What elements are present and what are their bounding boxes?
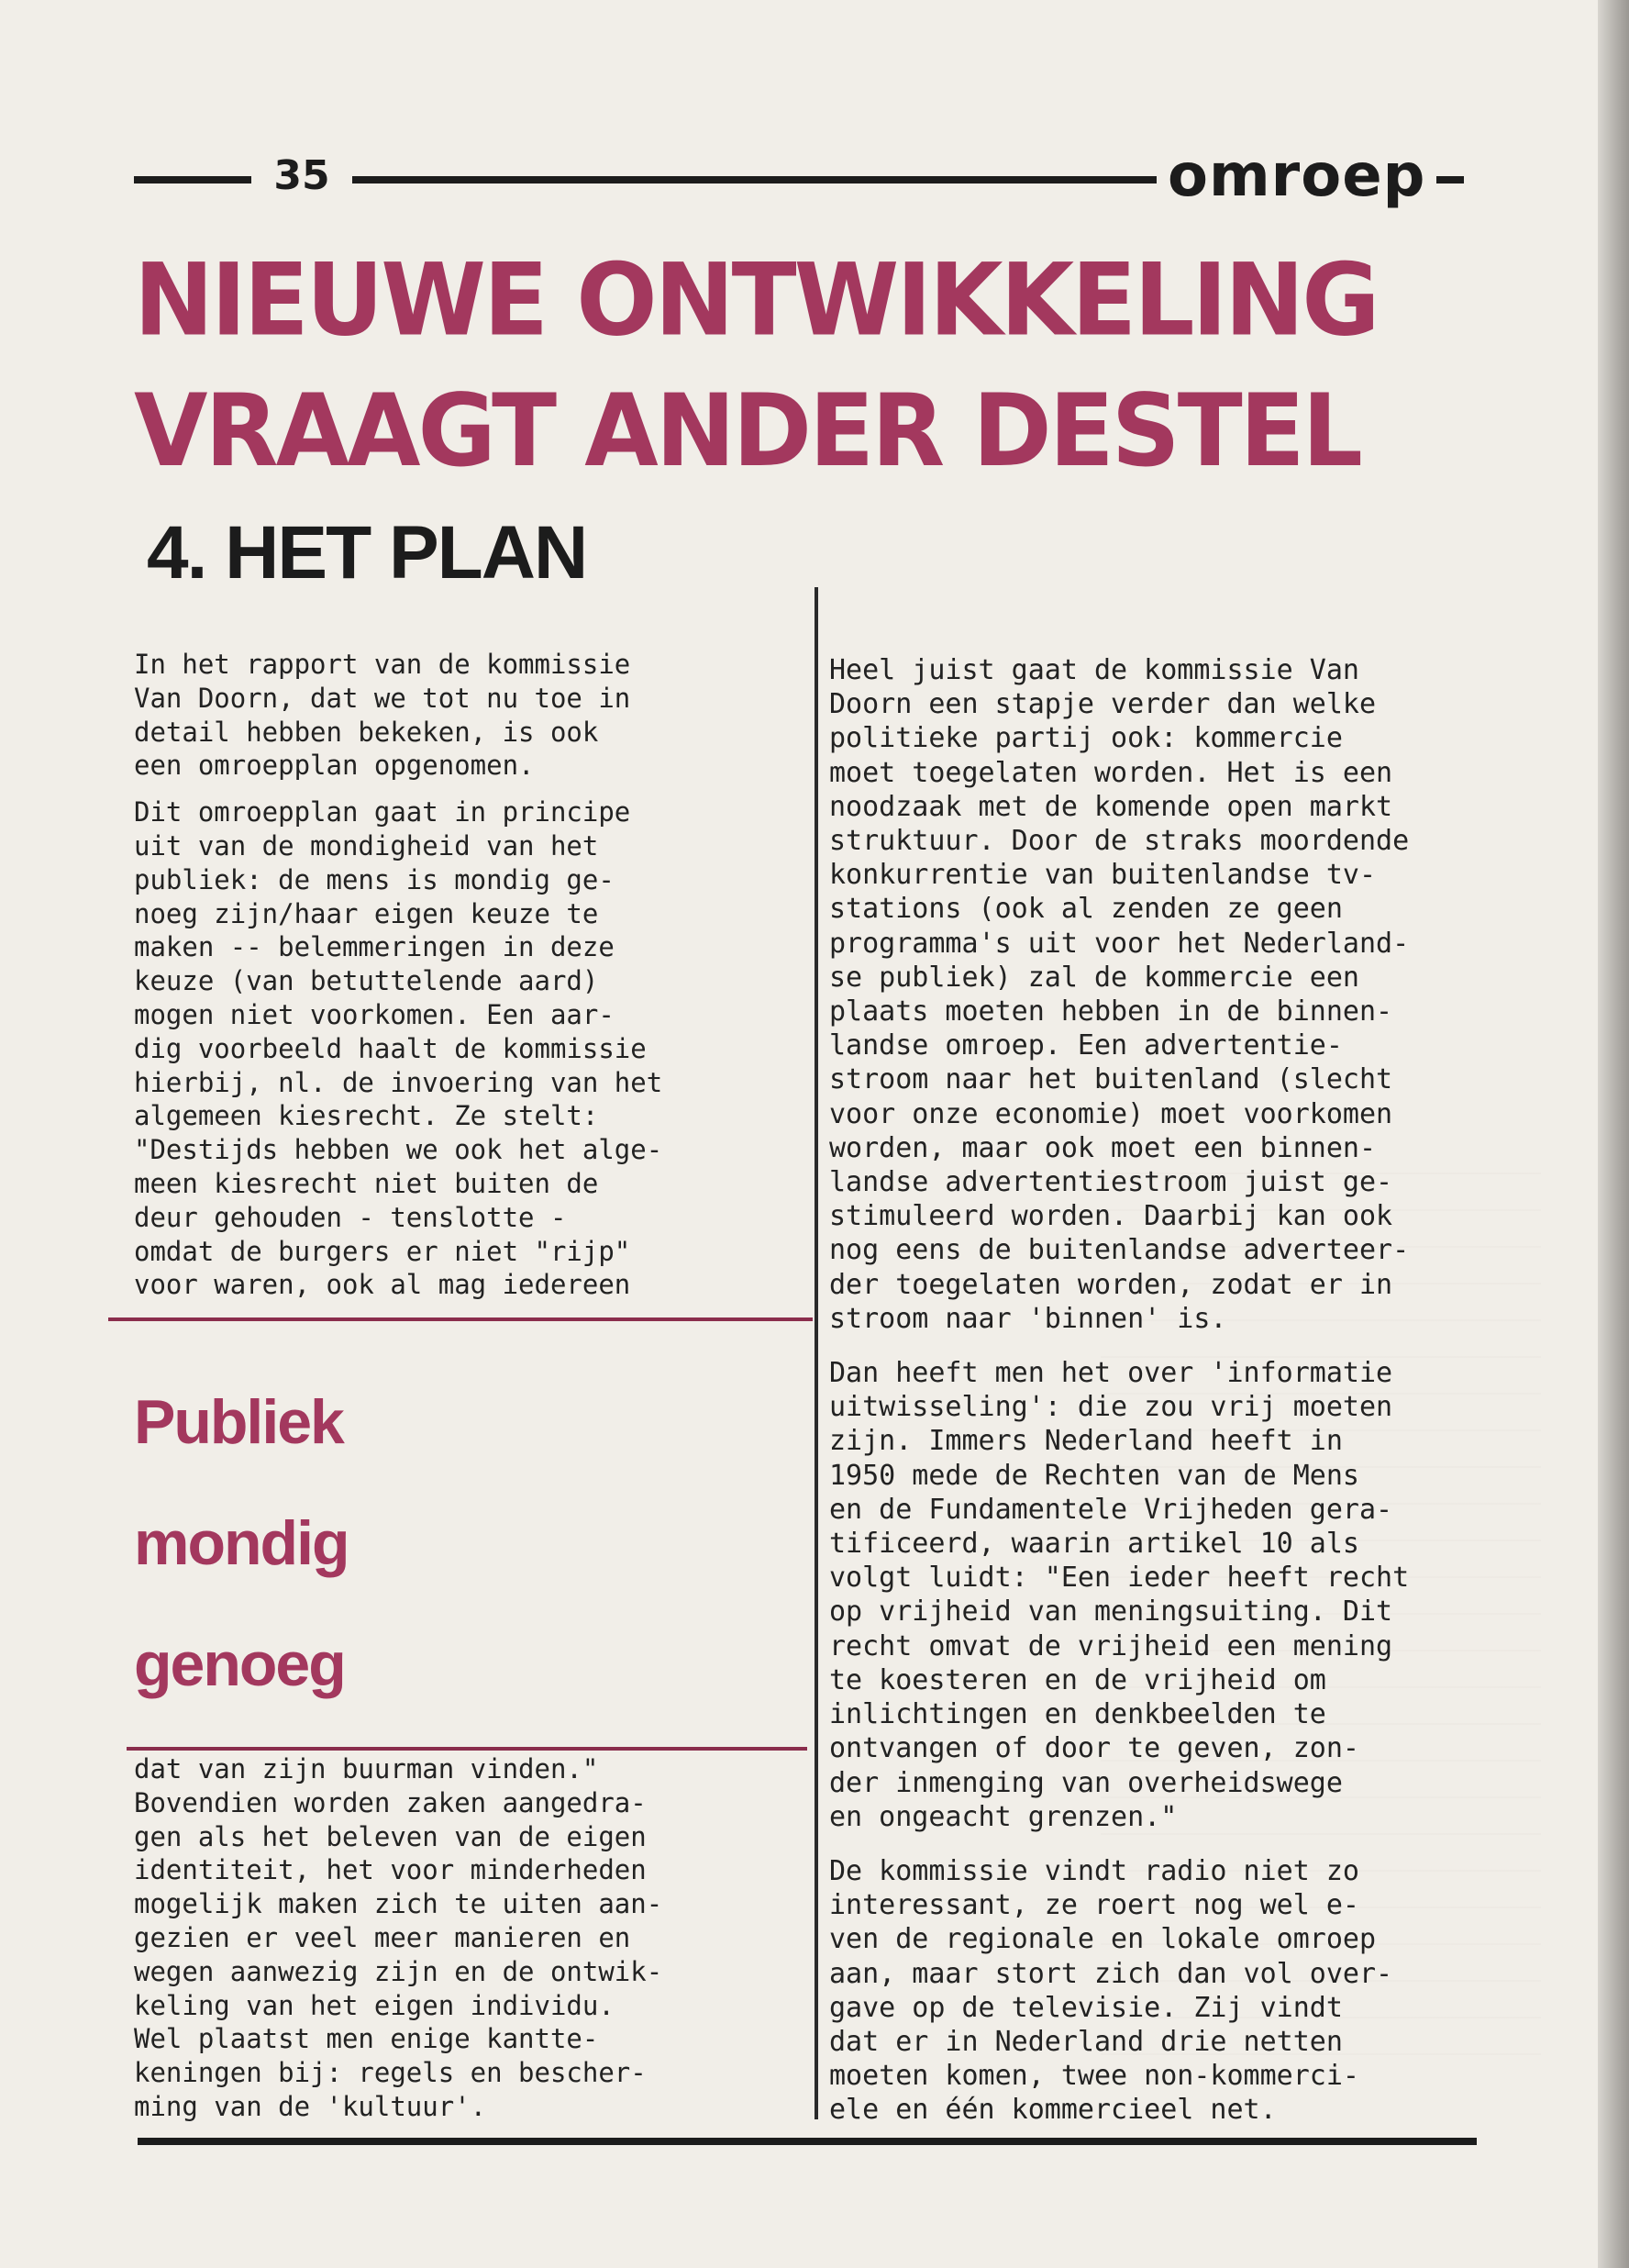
subhead: 4. HET PLAN — [147, 511, 587, 595]
paragraph-identiteit: dat van zijn buurman vinden." Bovendien worden zaken aangedra- gen als het beleven van de eigen identiteit, het voor minderheden mogelijk maken zich te uiten aan- gezien er veel meer manieren en wegen aanwezig zijn en de ontwik- keling van het eigen individu. Wel plaatst men enige kantte- keningen bij: regels en bescher- ming van de 'kultuur'. — [134, 1753, 663, 2122]
pull-quote: Publiek mondig genoeg — [134, 1387, 349, 1699]
paragraph-mondigheid: Dit omroepplan gaat in principe uit van de mondigheid van het publiek: de mens is mondig ge- noeg zijn/haar eigen keuze te maken -- belemmeringen in deze keuze (van betuttelende aard) mogen niet voorkomen. Een aar- dig voorbeeld haalt de kommissie hierbij, nl. de invoering van het algemeen kiesrecht. Ze stelt: "Destijds hebben we ook het alge- meen kiesrecht niet buiten de deur gehouden - tenslotte - omdat de burgers er niet "rijp" voor waren, ook al mag iedereen — [134, 796, 663, 1301]
pullquote-rule-top — [108, 1317, 813, 1321]
pullquote-rule-bottom — [127, 1747, 807, 1751]
right-column — [829, 653, 1545, 2148]
paragraph-intro: In het rapport van de kommissie Van Doorn, dat we tot nu toe in detail hebben bekeken, is ook een omroepplan opgenomen. — [134, 649, 631, 782]
paragraph-kommercie: Heel juist gaat de kommissie Van Doorn een stapje verder dan welke politieke partij ook: kommercie moet toegelaten worden. Het is een noodzaak met de komende open markt struktuur. Door de straks moordende konkurrentie van buitenlandse tv- stations (ook al zenden ze geen programma's uit voor het Nederland- se publiek) zal de kommercie een plaats moeten hebben in de binnen- landse omroep. Een advertentie- stroom naar het buitenland (slecht voor onze economie) moet voorkomen worden, maar ook moet een binnen- landse advertentiestroom juist ge- stimuleerd worden. Daarbij kan ook nog eens de buitenlandse adverteer- der toegelaten worden, zodat er in stroom naar 'binnen' is. — [829, 654, 1410, 1335]
column-divider — [814, 587, 818, 2119]
left-column-top — [134, 648, 813, 1315]
footer-rule — [138, 2138, 1477, 2145]
paragraph-informatie: Dan heeft men het over 'informatie uitwisseling': die zou vrij moeten zijn. Immers Nederland heeft in 1950 mede de Rechten van de Mens en de Fundamentele Vrijheden gera- tificeerd, waarin artikel 10 als volgt luidt: "Een ieder heeft recht op vrijheid van meningsuiting. Dit recht omvat de vrijheid een mening te koesteren en de vrijheid om inlichtingen en denkbeelden te ontvangen of door te geven, zon- der inmenging van overheidswege en ongeacht grenzen." — [829, 1357, 1410, 1833]
page-spine-shadow — [1598, 0, 1629, 2268]
running-header — [134, 142, 1464, 210]
headline: NIEUWE ONTWIKKELING VRAAGT ANDER DESTEL — [134, 240, 1378, 490]
left-column-bottom — [134, 1752, 813, 2137]
page-number: 35 — [251, 158, 352, 195]
paragraph-radio: De kommissie vindt radio niet zo interessant, ze roert nog wel e- ven de regionale en lokale omroep aan, maar stort zich dan vol over- gave op de televisie. Zij vindt dat er in Nederland drie netten moeten komen, twee non-kommerci- ele en één kommercieel net. — [829, 1854, 1393, 2127]
section-label: omroep — [1157, 150, 1436, 202]
